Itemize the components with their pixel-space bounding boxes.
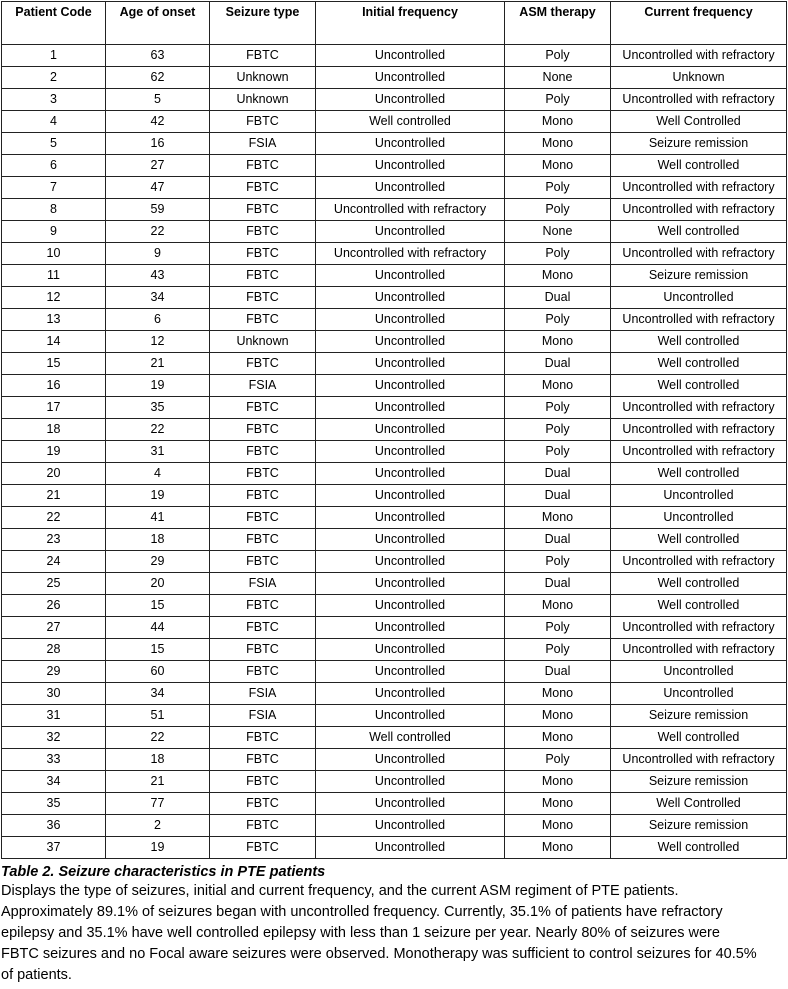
cell-age-of-onset: 34 [106,287,210,309]
cell-patient-code: 6 [2,155,106,177]
table-row [2,375,787,397]
cell-seizure-type: FBTC [210,243,316,265]
cell-age-of-onset: 51 [106,705,210,727]
document [1,1,786,986]
cell-age-of-onset: 6 [106,309,210,331]
cell-current-frequency: Well controlled [611,727,787,749]
cell-seizure-type: FBTC [210,639,316,661]
cell-seizure-type: FBTC [210,727,316,749]
table-row [2,419,787,441]
cell-patient-code: 5 [2,133,106,155]
table-row [2,749,787,771]
cell-age-of-onset: 59 [106,199,210,221]
cell-asm-therapy: Poly [505,309,611,331]
table-row [2,441,787,463]
cell-patient-code: 29 [2,661,106,683]
cell-asm-therapy: Poly [505,551,611,573]
cell-asm-therapy: Poly [505,441,611,463]
table-row [2,529,787,551]
cell-current-frequency: Uncontrolled with refractory [611,551,787,573]
cell-seizure-type: FBTC [210,419,316,441]
table-header [2,2,787,45]
cell-patient-code: 37 [2,837,106,859]
cell-asm-therapy: Mono [505,265,611,287]
cell-patient-code: 25 [2,573,106,595]
cell-age-of-onset: 35 [106,397,210,419]
cell-patient-code: 19 [2,441,106,463]
cell-age-of-onset: 47 [106,177,210,199]
cell-initial-frequency: Uncontrolled [316,375,505,397]
cell-age-of-onset: 31 [106,441,210,463]
cell-age-of-onset: 41 [106,507,210,529]
cell-patient-code: 18 [2,419,106,441]
seizure-table [1,1,787,859]
cell-initial-frequency: Uncontrolled [316,837,505,859]
cell-seizure-type: FSIA [210,705,316,727]
cell-asm-therapy: Dual [505,287,611,309]
table-row [2,221,787,243]
cell-age-of-onset: 34 [106,683,210,705]
cell-asm-therapy: Mono [505,507,611,529]
cell-asm-therapy: Poly [505,89,611,111]
cell-current-frequency: Well Controlled [611,111,787,133]
cell-age-of-onset: 19 [106,485,210,507]
cell-initial-frequency: Uncontrolled [316,683,505,705]
cell-initial-frequency: Uncontrolled [316,507,505,529]
cell-seizure-type: FBTC [210,353,316,375]
cell-age-of-onset: 22 [106,419,210,441]
table-row [2,639,787,661]
cell-asm-therapy: None [505,221,611,243]
cell-seizure-type: FBTC [210,551,316,573]
cell-initial-frequency: Uncontrolled [316,419,505,441]
cell-seizure-type: FBTC [210,837,316,859]
cell-current-frequency: Uncontrolled with refractory [611,309,787,331]
cell-seizure-type: FBTC [210,661,316,683]
cell-current-frequency: Well controlled [611,331,787,353]
cell-patient-code: 3 [2,89,106,111]
cell-initial-frequency: Uncontrolled [316,45,505,67]
cell-age-of-onset: 44 [106,617,210,639]
cell-current-frequency: Uncontrolled with refractory [611,617,787,639]
cell-seizure-type: FBTC [210,463,316,485]
cell-patient-code: 13 [2,309,106,331]
cell-current-frequency: Well controlled [611,155,787,177]
cell-asm-therapy: Mono [505,683,611,705]
cell-age-of-onset: 18 [106,749,210,771]
cell-seizure-type: FBTC [210,397,316,419]
cell-current-frequency: Seizure remission [611,771,787,793]
cell-patient-code: 2 [2,67,106,89]
cell-age-of-onset: 63 [106,45,210,67]
cell-age-of-onset: 27 [106,155,210,177]
header-seizure-type: Seizure type [210,2,316,45]
cell-initial-frequency: Uncontrolled [316,639,505,661]
cell-current-frequency: Uncontrolled with refractory [611,397,787,419]
cell-initial-frequency: Uncontrolled [316,573,505,595]
table-row [2,705,787,727]
cell-asm-therapy: Poly [505,749,611,771]
table-row [2,837,787,859]
cell-initial-frequency: Uncontrolled [316,331,505,353]
cell-initial-frequency: Uncontrolled with refractory [316,199,505,221]
table-row [2,67,787,89]
cell-initial-frequency: Uncontrolled [316,133,505,155]
table-row [2,133,787,155]
cell-seizure-type: FSIA [210,683,316,705]
cell-initial-frequency: Uncontrolled [316,221,505,243]
cell-asm-therapy: Mono [505,133,611,155]
header-asm-therapy: ASM therapy [505,2,611,45]
cell-asm-therapy: None [505,67,611,89]
cell-patient-code: 27 [2,617,106,639]
cell-current-frequency: Uncontrolled with refractory [611,639,787,661]
cell-patient-code: 17 [2,397,106,419]
cell-current-frequency: Well controlled [611,353,787,375]
cell-seizure-type: FBTC [210,287,316,309]
table-row [2,89,787,111]
cell-current-frequency: Uncontrolled with refractory [611,749,787,771]
table-row [2,683,787,705]
table-row [2,771,787,793]
table-row [2,155,787,177]
cell-asm-therapy: Mono [505,155,611,177]
cell-current-frequency: Well controlled [611,837,787,859]
table-row [2,617,787,639]
cell-initial-frequency: Uncontrolled [316,749,505,771]
cell-initial-frequency: Uncontrolled [316,309,505,331]
cell-age-of-onset: 22 [106,727,210,749]
cell-current-frequency: Seizure remission [611,815,787,837]
cell-initial-frequency: Uncontrolled [316,485,505,507]
table-row [2,331,787,353]
cell-initial-frequency: Uncontrolled with refractory [316,243,505,265]
header-row [2,2,787,45]
cell-age-of-onset: 4 [106,463,210,485]
cell-age-of-onset: 21 [106,353,210,375]
cell-seizure-type: FBTC [210,485,316,507]
cell-age-of-onset: 16 [106,133,210,155]
table-row [2,595,787,617]
cell-seizure-type: FBTC [210,595,316,617]
cell-initial-frequency: Uncontrolled [316,595,505,617]
cell-patient-code: 20 [2,463,106,485]
cell-seizure-type: FSIA [210,573,316,595]
cell-seizure-type: FBTC [210,177,316,199]
cell-current-frequency: Uncontrolled [611,287,787,309]
cell-patient-code: 32 [2,727,106,749]
cell-age-of-onset: 19 [106,837,210,859]
cell-initial-frequency: Uncontrolled [316,705,505,727]
cell-seizure-type: FBTC [210,111,316,133]
cell-initial-frequency: Uncontrolled [316,463,505,485]
cell-initial-frequency: Well controlled [316,111,505,133]
cell-current-frequency: Uncontrolled [611,661,787,683]
cell-seizure-type: Unknown [210,89,316,111]
cell-asm-therapy: Poly [505,639,611,661]
cell-asm-therapy: Poly [505,617,611,639]
cell-current-frequency: Uncontrolled with refractory [611,45,787,67]
cell-patient-code: 24 [2,551,106,573]
table-body [2,45,787,859]
cell-asm-therapy: Mono [505,595,611,617]
table-row [2,265,787,287]
cell-current-frequency: Seizure remission [611,705,787,727]
cell-age-of-onset: 2 [106,815,210,837]
cell-seizure-type: FBTC [210,529,316,551]
cell-asm-therapy: Mono [505,727,611,749]
cell-seizure-type: FBTC [210,441,316,463]
table-row [2,243,787,265]
cell-age-of-onset: 77 [106,793,210,815]
cell-initial-frequency: Well controlled [316,727,505,749]
cell-asm-therapy: Poly [505,397,611,419]
table-row [2,507,787,529]
cell-current-frequency: Unknown [611,67,787,89]
cell-patient-code: 10 [2,243,106,265]
cell-seizure-type: FBTC [210,815,316,837]
cell-patient-code: 30 [2,683,106,705]
cell-current-frequency: Seizure remission [611,133,787,155]
cell-asm-therapy: Dual [505,463,611,485]
cell-current-frequency: Well controlled [611,573,787,595]
cell-age-of-onset: 21 [106,771,210,793]
table-row [2,573,787,595]
cell-patient-code: 26 [2,595,106,617]
cell-current-frequency: Well controlled [611,221,787,243]
table-caption-body: Displays the type of seizures, initial and current frequency, and the current ASM regiment of PTE patients. Approximately 89.1% of seizures began with uncontrolled frequency. Currently, 35.1% of patients have refractory epilepsy and 35.1% have well controlled epilepsy with less than 1 seizure per year. Nearly 80% of seizures were FBTC seizures and no Focal aware seizures were observed. Monotherapy was sufficient to control seizures for 40.5% of patients. [1,883,757,983]
cell-seizure-type: FBTC [210,199,316,221]
cell-patient-code: 16 [2,375,106,397]
cell-age-of-onset: 5 [106,89,210,111]
cell-asm-therapy: Dual [505,573,611,595]
table-row [2,485,787,507]
cell-patient-code: 34 [2,771,106,793]
cell-seizure-type: FSIA [210,133,316,155]
table-row [2,551,787,573]
cell-patient-code: 1 [2,45,106,67]
cell-asm-therapy: Poly [505,243,611,265]
cell-patient-code: 36 [2,815,106,837]
header-current-frequency: Current frequency [611,2,787,45]
cell-seizure-type: FBTC [210,155,316,177]
cell-seizure-type: FBTC [210,221,316,243]
cell-asm-therapy: Dual [505,529,611,551]
cell-initial-frequency: Uncontrolled [316,617,505,639]
cell-asm-therapy: Poly [505,199,611,221]
cell-initial-frequency: Uncontrolled [316,89,505,111]
cell-asm-therapy: Mono [505,815,611,837]
cell-initial-frequency: Uncontrolled [316,287,505,309]
cell-age-of-onset: 15 [106,639,210,661]
table-row [2,397,787,419]
cell-current-frequency: Uncontrolled with refractory [611,89,787,111]
cell-seizure-type: FBTC [210,771,316,793]
cell-patient-code: 21 [2,485,106,507]
cell-current-frequency: Well controlled [611,595,787,617]
cell-current-frequency: Seizure remission [611,265,787,287]
header-age-of-onset: Age of onset [106,2,210,45]
cell-current-frequency: Uncontrolled with refractory [611,419,787,441]
cell-initial-frequency: Uncontrolled [316,155,505,177]
cell-patient-code: 33 [2,749,106,771]
cell-seizure-type: FBTC [210,45,316,67]
table-row [2,353,787,375]
cell-initial-frequency: Uncontrolled [316,793,505,815]
cell-asm-therapy: Mono [505,837,611,859]
table-caption-title: Table 2. Seizure characteristics in PTE patients [1,864,326,880]
cell-asm-therapy: Mono [505,111,611,133]
cell-initial-frequency: Uncontrolled [316,397,505,419]
table-row [2,111,787,133]
cell-patient-code: 12 [2,287,106,309]
cell-seizure-type: Unknown [210,67,316,89]
cell-initial-frequency: Uncontrolled [316,353,505,375]
cell-patient-code: 22 [2,507,106,529]
cell-asm-therapy: Mono [505,793,611,815]
table-row [2,463,787,485]
cell-current-frequency: Uncontrolled [611,683,787,705]
cell-current-frequency: Well controlled [611,463,787,485]
cell-asm-therapy: Dual [505,485,611,507]
cell-age-of-onset: 18 [106,529,210,551]
cell-current-frequency: Uncontrolled with refractory [611,243,787,265]
cell-current-frequency: Well controlled [611,529,787,551]
cell-patient-code: 14 [2,331,106,353]
cell-current-frequency: Uncontrolled with refractory [611,199,787,221]
cell-age-of-onset: 29 [106,551,210,573]
cell-patient-code: 35 [2,793,106,815]
cell-current-frequency: Well Controlled [611,793,787,815]
cell-initial-frequency: Uncontrolled [316,815,505,837]
cell-initial-frequency: Uncontrolled [316,177,505,199]
table-row [2,199,787,221]
cell-initial-frequency: Uncontrolled [316,265,505,287]
cell-asm-therapy: Mono [505,705,611,727]
header-patient-code: Patient Code [2,2,106,45]
cell-age-of-onset: 19 [106,375,210,397]
table-row [2,793,787,815]
cell-age-of-onset: 9 [106,243,210,265]
cell-current-frequency: Uncontrolled with refractory [611,441,787,463]
table-row [2,815,787,837]
cell-current-frequency: Uncontrolled [611,507,787,529]
cell-asm-therapy: Mono [505,771,611,793]
cell-age-of-onset: 60 [106,661,210,683]
cell-patient-code: 9 [2,221,106,243]
cell-current-frequency: Uncontrolled with refractory [611,177,787,199]
cell-asm-therapy: Poly [505,419,611,441]
cell-asm-therapy: Poly [505,45,611,67]
table-row [2,177,787,199]
cell-asm-therapy: Mono [505,375,611,397]
cell-patient-code: 11 [2,265,106,287]
cell-initial-frequency: Uncontrolled [316,551,505,573]
cell-patient-code: 15 [2,353,106,375]
cell-initial-frequency: Uncontrolled [316,67,505,89]
cell-initial-frequency: Uncontrolled [316,661,505,683]
cell-asm-therapy: Mono [505,331,611,353]
cell-patient-code: 4 [2,111,106,133]
cell-seizure-type: FBTC [210,793,316,815]
cell-age-of-onset: 20 [106,573,210,595]
cell-seizure-type: FBTC [210,309,316,331]
table-row [2,287,787,309]
cell-patient-code: 28 [2,639,106,661]
cell-seizure-type: FBTC [210,265,316,287]
cell-age-of-onset: 15 [106,595,210,617]
cell-initial-frequency: Uncontrolled [316,529,505,551]
cell-initial-frequency: Uncontrolled [316,771,505,793]
cell-asm-therapy: Dual [505,661,611,683]
cell-age-of-onset: 12 [106,331,210,353]
table-row [2,661,787,683]
table-row [2,45,787,67]
cell-age-of-onset: 62 [106,67,210,89]
cell-age-of-onset: 42 [106,111,210,133]
table-row [2,727,787,749]
cell-initial-frequency: Uncontrolled [316,441,505,463]
cell-seizure-type: Unknown [210,331,316,353]
cell-seizure-type: FSIA [210,375,316,397]
cell-asm-therapy: Poly [505,177,611,199]
cell-age-of-onset: 22 [106,221,210,243]
cell-seizure-type: FBTC [210,749,316,771]
cell-patient-code: 8 [2,199,106,221]
header-initial-frequency: Initial frequency [316,2,505,45]
cell-current-frequency: Uncontrolled [611,485,787,507]
cell-patient-code: 23 [2,529,106,551]
cell-seizure-type: FBTC [210,507,316,529]
cell-current-frequency: Well controlled [611,375,787,397]
table-row [2,309,787,331]
cell-asm-therapy: Dual [505,353,611,375]
cell-patient-code: 31 [2,705,106,727]
cell-age-of-onset: 43 [106,265,210,287]
cell-patient-code: 7 [2,177,106,199]
cell-seizure-type: FBTC [210,617,316,639]
